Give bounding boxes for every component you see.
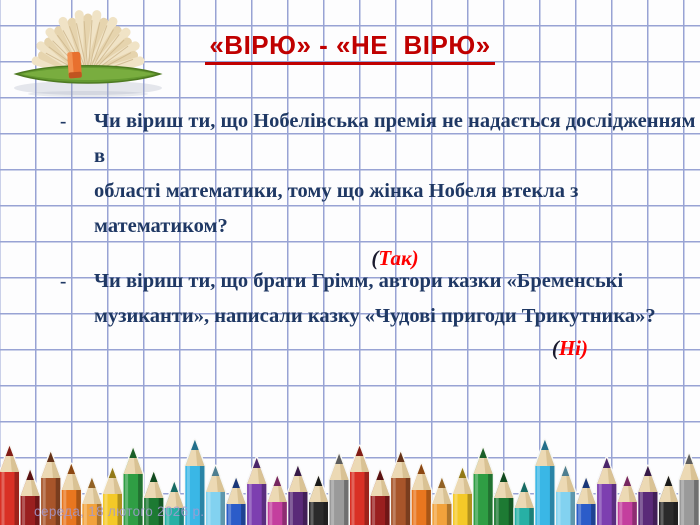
question-line: області математики, тому що жінка Нобеля втекла з математиком?: [94, 180, 579, 237]
bullet-dash: -: [60, 271, 67, 292]
answer-text: [94, 336, 696, 360]
answer-word: Так): [378, 246, 419, 270]
answer-word: Ні): [558, 336, 588, 360]
question-text: [94, 104, 696, 270]
footer-date: середа, 18 лютого 2026 р.: [34, 504, 205, 519]
question-item-1: [60, 104, 696, 270]
page-title: [0, 30, 700, 65]
question-line: Чи віриш ти, що брати Грімм, автори казки «Бременські: [94, 270, 624, 292]
answer-paren: (: [371, 246, 379, 270]
question-line: Чи віриш ти, що Нобелівська премія не надається дослідженням в: [94, 110, 696, 167]
question-line: музиканти», написали казку «Чудові пригоди Трикутника»?: [94, 305, 656, 327]
bullet-dash: -: [60, 111, 67, 132]
question-text: [94, 264, 696, 360]
book-reflection-2: [28, 91, 148, 97]
question-item-2: [60, 264, 696, 360]
page-title-text: «ВІРЮ» - «НЕ ВІРЮ»: [205, 30, 494, 65]
answer-paren: (: [551, 336, 559, 360]
